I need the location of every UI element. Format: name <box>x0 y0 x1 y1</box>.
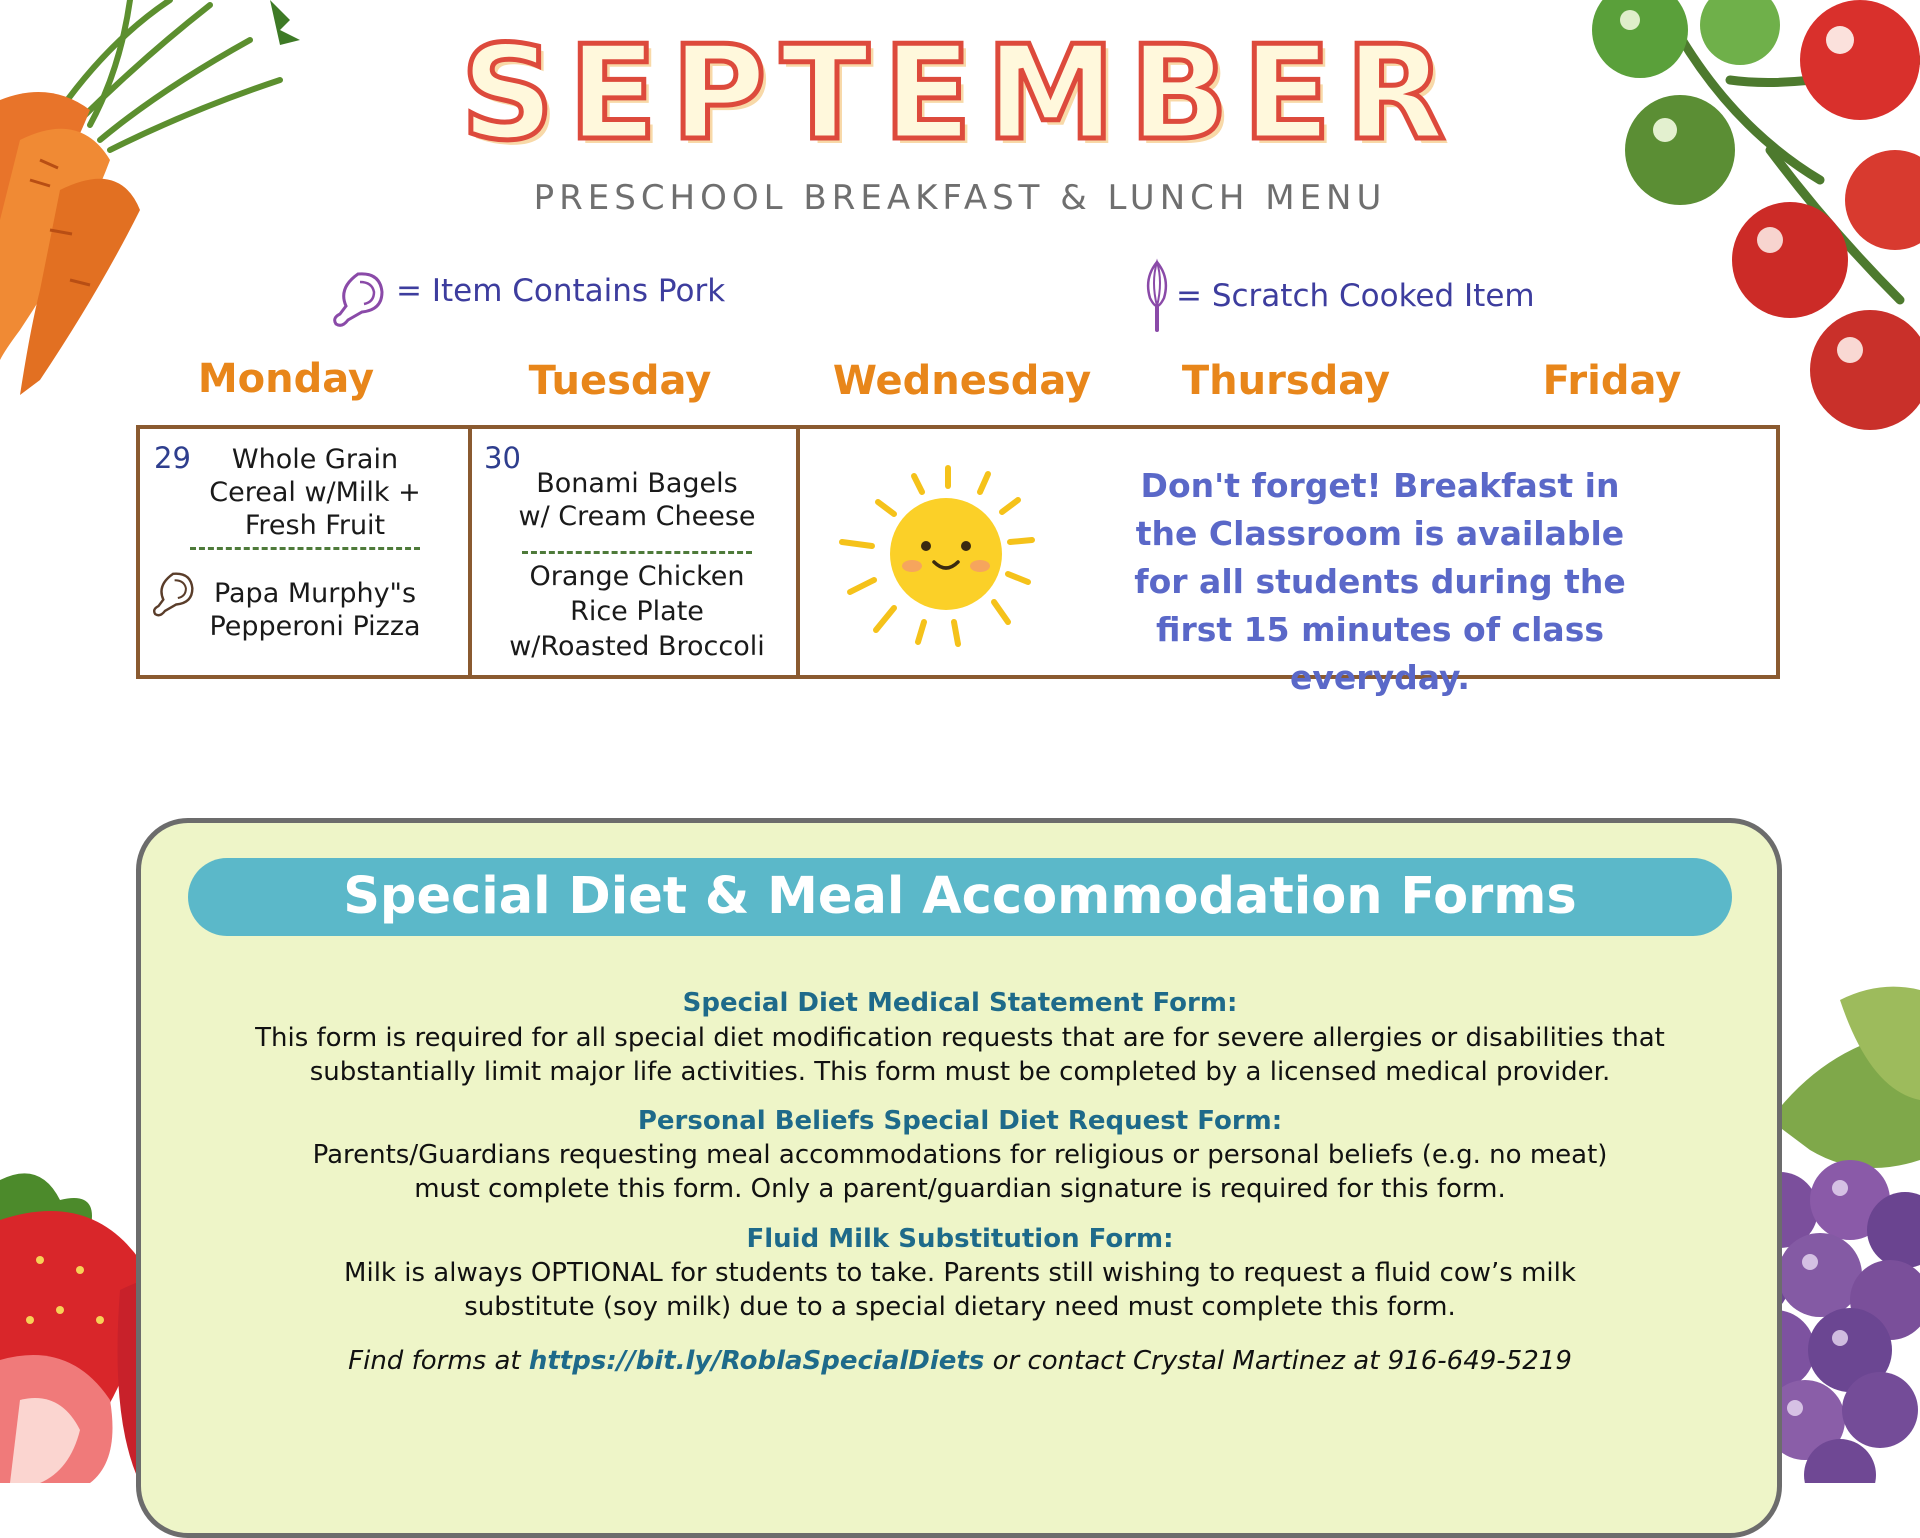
menu-line: w/Roasted Broccoli <box>509 631 765 662</box>
monday-breakfast <box>170 443 460 542</box>
monday-lunch <box>170 577 460 643</box>
section-title-milk: Fluid Milk Substitution Form: <box>746 1224 1174 1254</box>
menu-line: Cereal w/Milk + <box>209 477 421 508</box>
menu-line: Bonami Bagels <box>536 468 738 499</box>
menu-line: Orange Chicken <box>529 561 745 592</box>
tuesday-cell <box>472 429 796 675</box>
day-header-tuesday: Tuesday <box>528 358 712 404</box>
ham-icon <box>330 268 386 330</box>
sun-illustration <box>838 462 1038 652</box>
tuesday-lunch <box>482 559 792 664</box>
body-line: must complete this form. Only a parent/guardian signature is required for this form. <box>414 1174 1506 1204</box>
menu-line: Rice Plate <box>570 596 704 627</box>
menu-line: Papa Murphy"s <box>213 578 417 609</box>
page-title: SEPTEMBER <box>460 17 1460 169</box>
section-title-beliefs: Personal Beliefs Special Diet Request Form: <box>637 1106 1283 1136</box>
cell-divider <box>796 429 800 675</box>
menu-line: w/ Cream Cheese <box>518 501 756 532</box>
whisk-icon <box>1142 258 1172 334</box>
legend-scratch-label: = Scratch Cooked Item <box>1176 278 1535 314</box>
section-body-milk <box>150 1256 1770 1324</box>
monday-date: 29 <box>154 441 191 475</box>
day-header-wednesday: Wednesday <box>832 358 1092 404</box>
monday-cell <box>140 429 468 675</box>
section-body-medical <box>150 1021 1770 1089</box>
body-line: This form is required for all special diet modification requests that are for severe allergies or disabilities that <box>255 1023 1665 1053</box>
forms-heading: Special Diet & Meal Accommodation Forms <box>188 858 1732 936</box>
body-line: Milk is always OPTIONAL for students to take. Parents still wishing to request a fluid cow’s milk <box>344 1258 1576 1288</box>
legend-pork-label: = Item Contains Pork <box>396 273 726 309</box>
meal-divider <box>190 547 420 550</box>
find-forms-line <box>150 1346 1770 1376</box>
tuesday-date: 30 <box>484 441 521 475</box>
body-line: substitute (soy milk) due to a special dietary need must complete this form. <box>464 1292 1456 1322</box>
find-forms-contact: or contact Crystal Martinez at 916-649-5219 <box>984 1346 1572 1376</box>
menu-line: Fresh Fruit <box>244 510 386 541</box>
page-subtitle: PRESCHOOL BREAKFAST & LUNCH MENU <box>533 178 1387 218</box>
section-title-medical: Special Diet Medical Statement Form: <box>682 988 1238 1018</box>
day-header-friday: Friday <box>1542 358 1682 404</box>
forms-link[interactable]: https://bit.ly/RoblaSpecialDiets <box>528 1346 985 1376</box>
tuesday-breakfast <box>482 467 792 533</box>
day-header-thursday: Thursday <box>1181 358 1391 404</box>
breakfast-notice: Don't forget! Breakfast in the Classroom is available for all students during the first 15 minutes of class everyday. <box>1134 466 1626 697</box>
menu-line: Whole Grain <box>231 444 399 475</box>
body-line: substantially limit major life activities. This form must be completed by a licensed medical provider. <box>309 1057 1611 1087</box>
day-header-monday: Monday <box>197 356 375 402</box>
body-line: Parents/Guardians requesting meal accommodations for religious or personal beliefs (e.g. no meat) <box>312 1140 1608 1170</box>
section-body-beliefs <box>150 1138 1770 1206</box>
find-forms-prefix: Find forms at <box>348 1346 529 1376</box>
meal-divider <box>522 551 752 554</box>
menu-line: Pepperoni Pizza <box>209 611 421 642</box>
